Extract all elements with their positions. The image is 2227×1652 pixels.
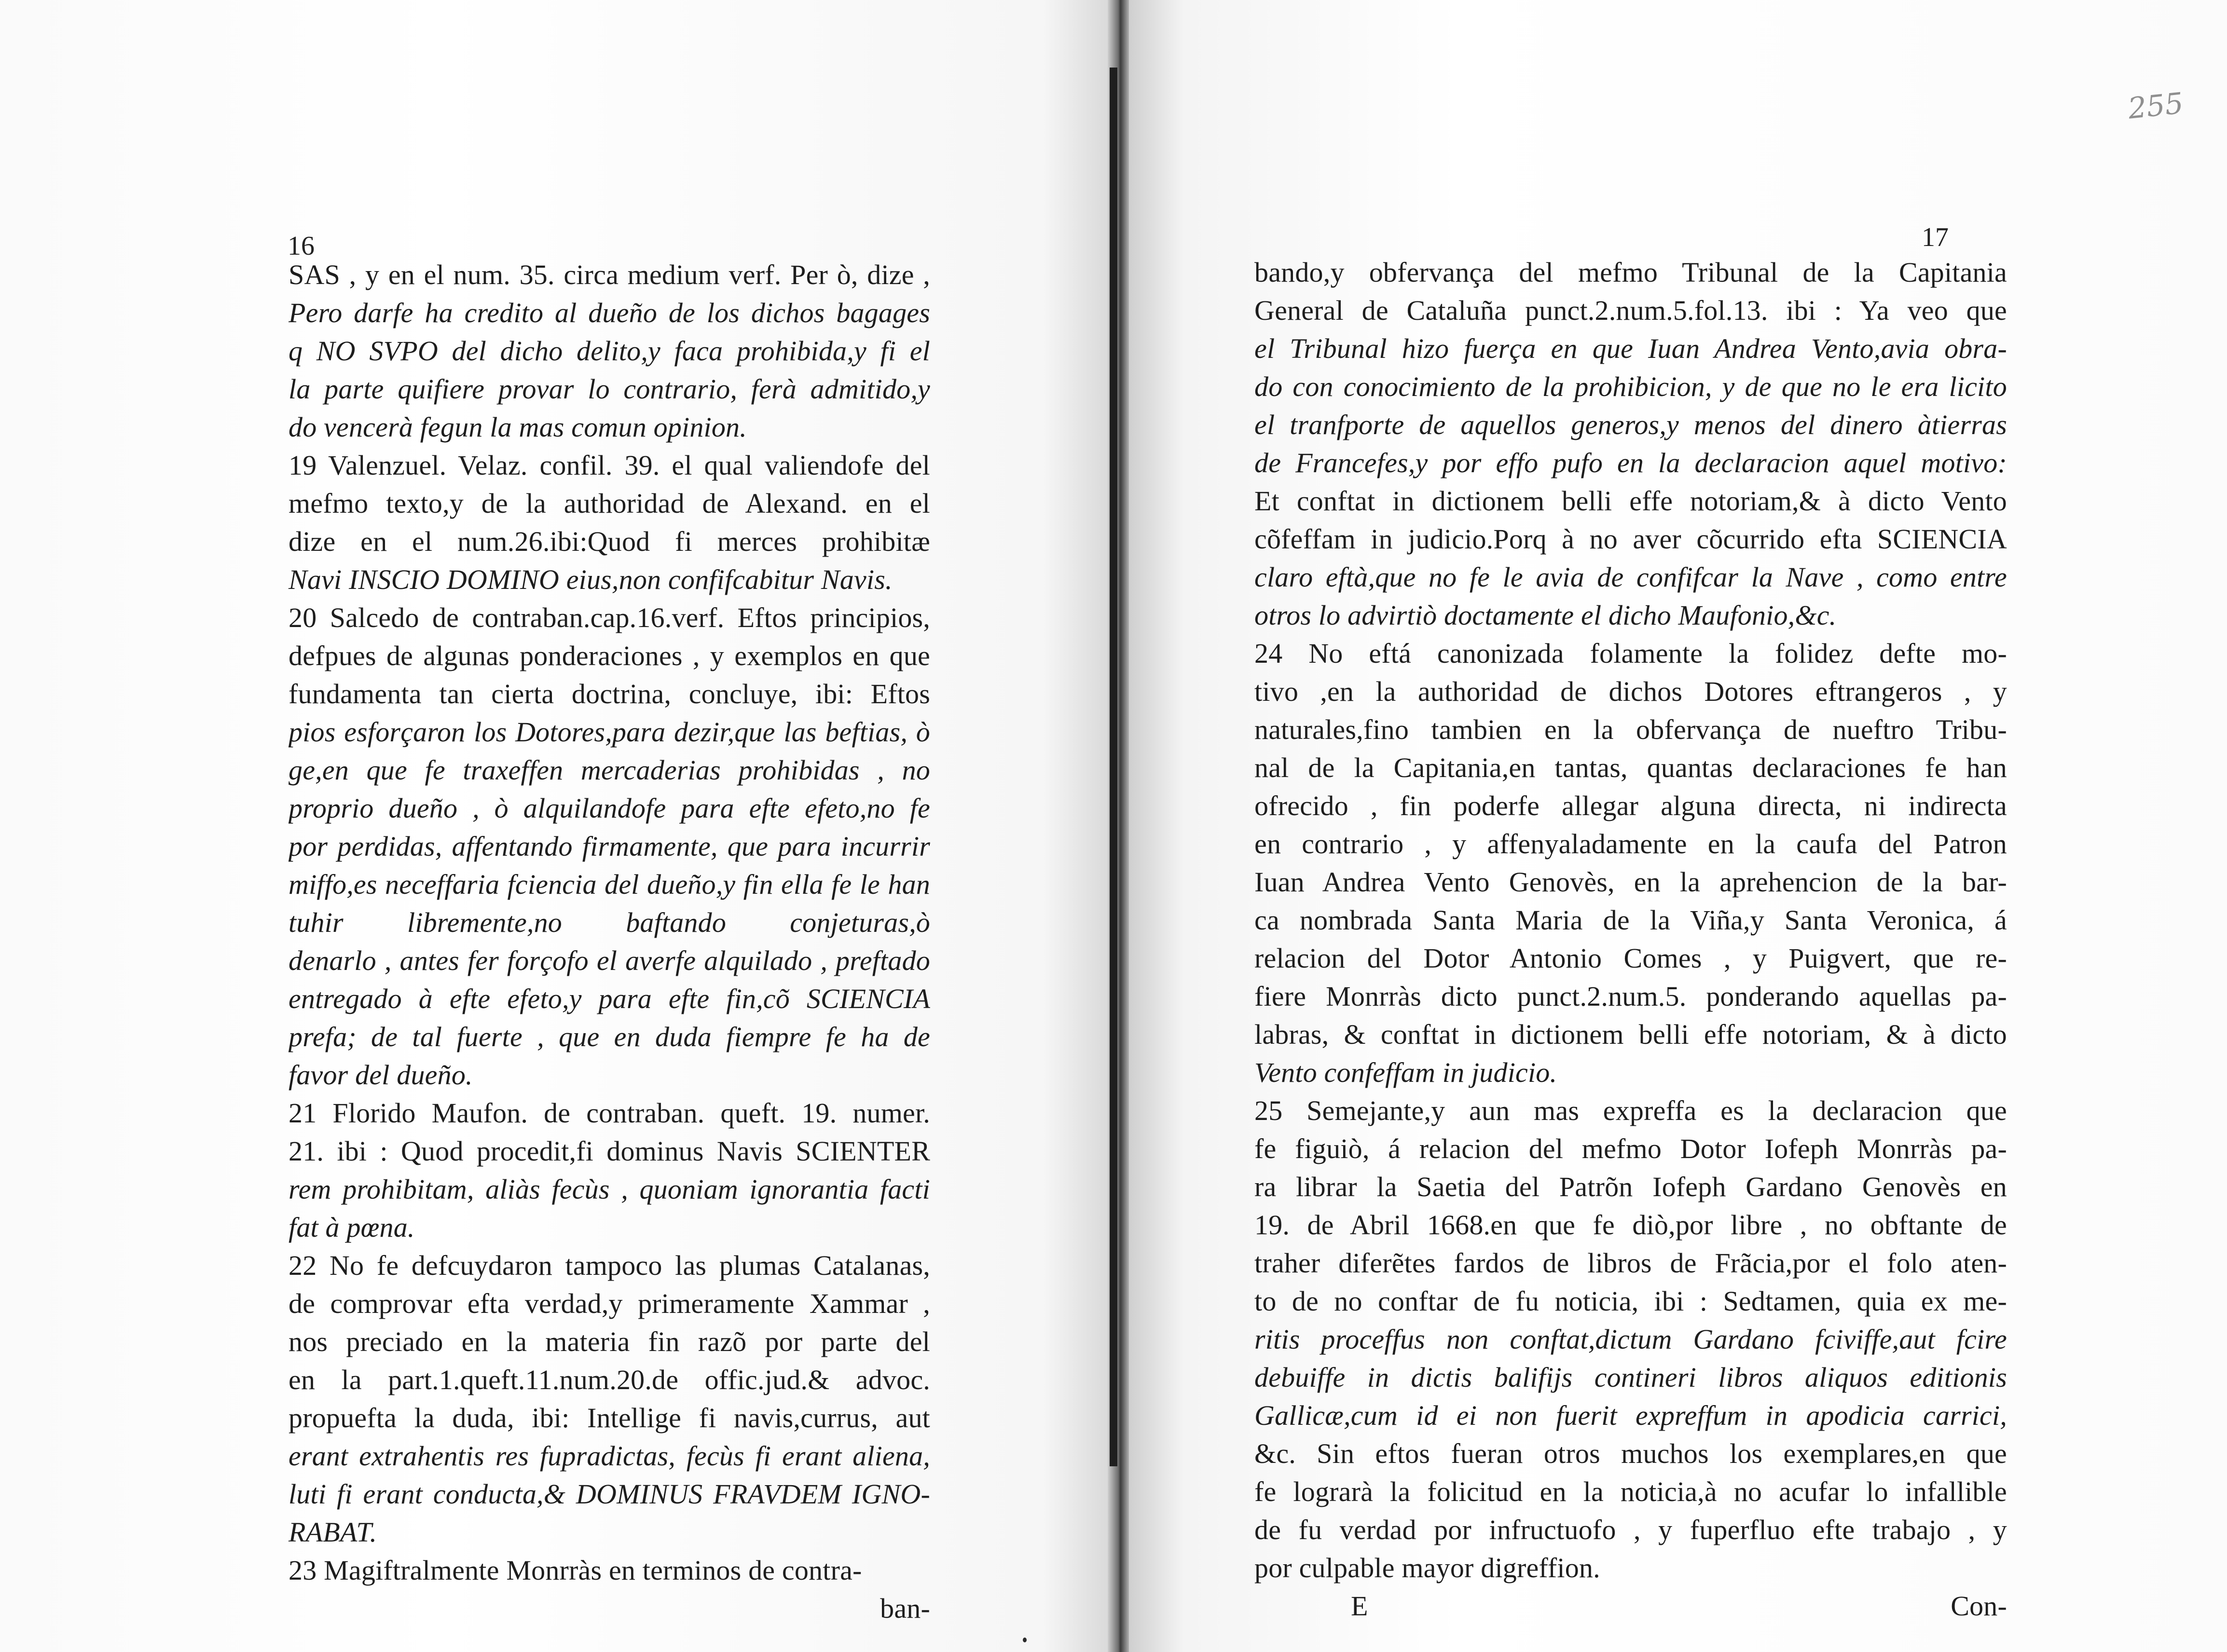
- text-line: de fu verdad por infructuofo , y fuperfluo efte trabajo , y: [1254, 1514, 2007, 1545]
- text-line: labras, & conftat in dictionem belli effe notoriam, & à dicto: [1254, 1019, 2007, 1050]
- gutter-shadow: [1110, 68, 1117, 1466]
- text-line: 19. de Abril 1668.en que fe diò,por libre , no obftante de: [1254, 1209, 2007, 1241]
- left-catchword: ban-: [880, 1593, 930, 1624]
- text-line: en contrario , y affenyaladamente en la caufa del Patron: [1254, 828, 2007, 860]
- text-line: 25 Semejante,y aun mas expreffa es la declaracion que: [1254, 1095, 2007, 1126]
- text-line: dize en el num.26.ibi:Quod fi merces prohibitæ: [289, 526, 930, 557]
- text-line: luti fi erant conducta,& DOMINUS FRAVDEM IGNO-: [289, 1478, 930, 1510]
- text-line: do con conocimiento de la prohibicion, y de que no le era licito: [1254, 371, 2007, 402]
- text-line: relacion del Dotor Antonio Comes , y Puigvert, que re-: [1254, 942, 2007, 974]
- text-line: otros lo advirtiò doctamente el dicho Maufonio,&c.: [1254, 600, 1837, 631]
- text-line: por perdidas, affentando firmamente, que para incurrir: [289, 831, 930, 862]
- text-line: q NO SVPO del dicho delito,y faca prohibida,y fi el: [289, 335, 930, 367]
- text-line: mefmo texto,y de la authoridad de Alexand. en el: [289, 488, 930, 519]
- text-line: fundamenta tan cierta doctrina, concluye, ibi: Eftos: [289, 678, 930, 710]
- text-line: miffo,es neceffaria fciencia del dueño,y fin ella fe le han: [289, 869, 930, 900]
- text-line: Et conftat in dictionem belli effe notoriam,& à dicto Vento: [1254, 485, 2007, 517]
- text-line: 19 Valenzuel. Velaz. confil. 39. el qual valiendofe del: [289, 450, 930, 481]
- text-line: pios esforçaron los Dotores,para dezir,que las beftias, ò: [289, 716, 930, 748]
- text-line: Iuan Andrea Vento Genovès, en la aprehencion de la bar-: [1254, 866, 2007, 898]
- text-line: de comprovar efta verdad,y primeramente Xammar ,: [289, 1288, 930, 1319]
- signature-mark: E: [1351, 1590, 1368, 1622]
- text-line: el tranfporte de aquellos generos,y menos del dinero àtierras: [1254, 409, 2007, 440]
- right-page-text: [1254, 253, 2007, 1625]
- text-line: por culpable mayor digreffion.: [1254, 1552, 1600, 1584]
- text-line: bando,y obfervança del mefmo Tribunal de la Capitania: [1254, 257, 2007, 288]
- text-line: do vencerà fegun la mas comun opinion.: [289, 411, 747, 443]
- text-line: proprio dueño , ò alquilandofe para efte efeto,no fe: [289, 792, 930, 824]
- text-line: ge,en que fe traxeffen mercaderias prohibidas , no: [289, 754, 930, 786]
- text-line: debuiffe in dictis balifijs contineri libros aliquos editionis: [1254, 1362, 2007, 1393]
- text-line: traher diferẽtes fardos de libros de Frãcia,por el folo aten-: [1254, 1247, 2007, 1279]
- text-line: 21 Florido Maufon. de contraban. queft. 19. numer.: [289, 1097, 930, 1129]
- left-page-text: [289, 256, 930, 1627]
- text-line: to de no conftar de fu noticia, ibi : Sedtamen, quia ex me-: [1254, 1285, 2007, 1317]
- text-line: ca nombrada Santa Maria de la Viña,y Santa Veronica, á: [1254, 904, 2007, 936]
- text-line: fe figuiò, á relacion del mefmo Dotor Iofeph Monrràs pa-: [1254, 1133, 2007, 1164]
- text-line: ritis proceffus non conftat,dictum Gardano fciviffe,aut fcire: [1254, 1324, 2007, 1355]
- text-line: defpues de algunas ponderaciones , y exemplos en que: [289, 640, 930, 671]
- pencil-folio-number: 255: [2127, 86, 2186, 126]
- text-line: fe lograrà la folicitud en la noticia,à no acufar lo infallible: [1254, 1476, 2007, 1507]
- text-line: 22 No fe defcuydaron tampoco las plumas Catalanas,: [289, 1250, 930, 1281]
- text-line: propuefta la duda, ibi: Intellige fi navis,currus, aut: [289, 1402, 930, 1434]
- left-page: [0, 0, 1110, 1652]
- left-page-number: 16: [288, 231, 315, 261]
- text-line: fat à pœna.: [289, 1212, 415, 1243]
- text-line: prefa; de tal fuerte , que en duda fiempre fe ha de: [289, 1021, 930, 1052]
- text-line: entregado à efte efeto,y para efte fin,cõ SCIENCIA: [289, 983, 930, 1014]
- text-line: nos preciado en la materia fin razõ por parte del: [289, 1326, 930, 1357]
- right-page: [1129, 0, 2227, 1652]
- text-line: erant extrahentis res fupradictas, fecùs fi erant aliena,: [289, 1440, 930, 1472]
- text-line: 20 Salcedo de contraban.cap.16.verf. Eftos principios,: [289, 602, 930, 633]
- text-line: en la part.1.queft.11.num.20.de offic.jud.& advoc.: [289, 1364, 930, 1395]
- text-line: tuhir libremente,no baftando conjeturas,ò: [289, 907, 930, 938]
- text-line: fiere Monrràs dicto punct.2.num.5. ponderando aquellas pa-: [1254, 981, 2007, 1012]
- text-line: claro eftà,que no fe le avia de confifcar la Nave , como entre: [1254, 561, 2007, 593]
- text-line: Pero darfe ha credito al dueño de los dichos bagages: [289, 297, 930, 328]
- text-line: ofrecido , fin poderfe allegar alguna directa, ni indirecta: [1254, 790, 2007, 821]
- text-line: General de Cataluña punct.2.num.5.fol.13. ibi : Ya veo que: [1254, 295, 2007, 326]
- text-line: nal de la Capitania,en tantas, quantas declaraciones fe han: [1254, 752, 2007, 783]
- text-line: Vento confeffam in judicio.: [1254, 1057, 1557, 1088]
- text-line: RABAT.: [289, 1516, 377, 1548]
- text-line: el Tribunal hizo fuerça en que Iuan Andrea Vento,avia obra-: [1254, 333, 2007, 364]
- text-line: rem prohibitam, aliàs fecùs , quoniam ignorantia facti: [289, 1174, 930, 1205]
- text-line: 21. ibi : Quod procedit,fi dominus Navis SCIENTER: [289, 1135, 930, 1167]
- text-line: cõfeffam in judicio.Porq à no aver cõcurrido efta SCIENCIA: [1254, 523, 2007, 555]
- text-line: 23 Magiftralmente Monrràs en terminos de contra-: [289, 1555, 862, 1586]
- right-catchword: Con-: [1951, 1590, 2007, 1622]
- paper-speck: [1023, 1638, 1027, 1642]
- text-line: Navi INSCIO DOMINO eius,non confifcabitur Navis.: [289, 564, 893, 595]
- text-line: tivo ,en la authoridad de dichos Dotores eftrangeros , y: [1254, 676, 2007, 707]
- text-line: favor del dueño.: [289, 1059, 473, 1091]
- text-line: Gallicæ,cum id ei non fuerit expreffum in apodicia carrici,: [1254, 1400, 2007, 1431]
- text-line: &c. Sin eftos fueran otros muchos los exemplares,en que: [1254, 1438, 2007, 1469]
- right-page-number: 17: [1922, 222, 1949, 252]
- text-line: naturales,fino tambien en la obfervança de nueftro Tribu-: [1254, 714, 2007, 745]
- right-footer-row: [1254, 1587, 2007, 1625]
- text-line: denarlo , antes fer forçofo el averfe alquilado , preftado: [289, 945, 930, 976]
- text-line: de Francefes,y por effo pufo en la declaracion aquel motivo:: [1254, 447, 2007, 478]
- text-line: 24 No eftá canonizada folamente la folidez defte mo-: [1254, 638, 2007, 669]
- text-line: la parte quifiere provar lo contrario, ferà admitido,y: [289, 373, 930, 405]
- text-line: SAS , y en el num. 35. circa medium verf. Per ò, dize ,: [289, 259, 930, 290]
- text-line: ra librar la Saetia del Patrõn Iofeph Gardano Genovès en: [1254, 1171, 2007, 1202]
